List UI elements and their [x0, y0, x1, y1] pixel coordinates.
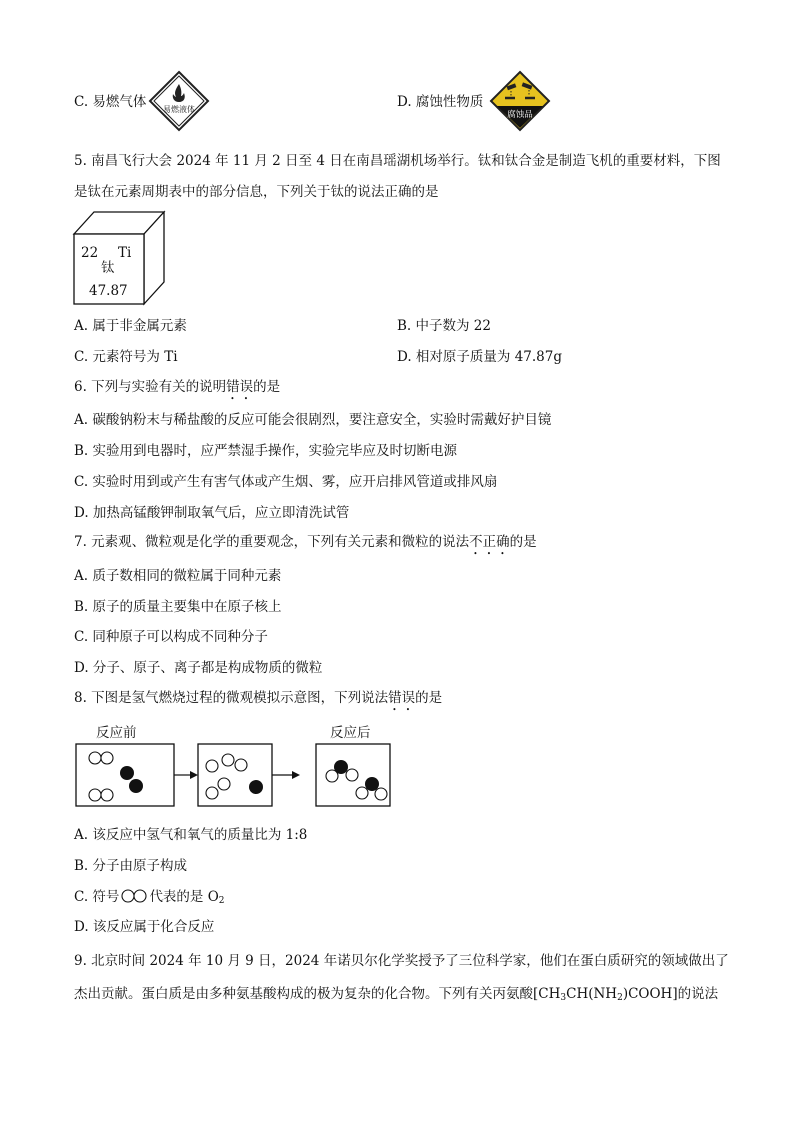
q7-stem: 7. 元素观、微粒观是化学的重要观念，下列有关元素和微粒的说法不正确的是 [74, 534, 537, 550]
q9-stem-line1: 9. 北京时间 2024 年 10 月 9 日，2024 年诺贝尔化学奖授予了三位科学家，他们在蛋白质研究的领域做出了 [74, 953, 729, 969]
q6-emphasis: 错误 [226, 379, 254, 395]
q6-option-d: D. 加热高锰酸钾制取氧气后，应立即清洗试管 [74, 505, 350, 521]
corrosive-sign-label: 腐蚀品 [507, 110, 533, 120]
q5-option-b: B. 中子数为 22 [397, 318, 491, 334]
q4-option-c: C. 易燃气体 [74, 94, 147, 110]
q4-option-d: D. 腐蚀性物质 [397, 94, 484, 110]
q8-option-b: B. 分子由原子构成 [74, 858, 188, 874]
flammable-sign-label: 易燃液体 [163, 105, 195, 114]
q5-stem-line1: 5. 南昌飞行大会 2024 年 11 月 2 日至 4 日在南昌瑶湖机场举行。钛和钛合金是制造飞机的重要材料，下图 [74, 153, 721, 169]
q8-option-d: D. 该反应属于化合反应 [74, 919, 215, 935]
q6-stem: 6. 下列与实验有关的说明错误的是 [74, 379, 281, 395]
q5-option-c: C. 元素符号为 Ti [74, 349, 178, 365]
label-after-reaction: 反应后 [330, 725, 371, 741]
element-atomic-mass: 47.87 [89, 283, 128, 299]
q6-option-a: A. 碳酸钠粉末与稀盐酸的反应可能会很剧烈，要注意安全，实验时需戴好护目镜 [74, 412, 552, 428]
corrosive-substance-sign-icon [489, 70, 551, 132]
element-atomic-number: 22 [81, 245, 99, 261]
q8-stem: 8. 下图是氢气燃烧过程的微观模拟示意图，下列说法错误的是 [74, 690, 443, 706]
q9-stem-line2: 杰出贡献。蛋白质是由多种氨基酸构成的极为复杂的化合物。下列有关丙氨酸$[CH_3CH(NH_2)COOH]$的说法 [74, 986, 719, 1003]
q7-option-c: C. 同种原子可以构成不同种分子 [74, 629, 268, 645]
q5-option-d: D. 相对原子质量为 47.87g [397, 349, 563, 365]
q8-emphasis: 错误 [388, 690, 416, 706]
q7-option-a: A. 质子数相同的微粒属于同种元素 [74, 568, 282, 584]
q7-emphasis: 不正确 [469, 534, 510, 550]
q8-option-c: C. 符号 代表的是 $O_2$ [74, 889, 225, 906]
oxygen-molecule-icon [120, 889, 148, 903]
q6-option-b: B. 实验用到电器时，应严禁湿手操作，实验完毕应及时切断电源 [74, 443, 458, 459]
hydrogen-combustion-diagram [70, 740, 400, 812]
q7-option-b: B. 原子的质量主要集中在原子核上 [74, 599, 282, 615]
flammable-liquid-sign-icon [148, 70, 210, 132]
label-before-reaction: 反应前 [96, 725, 137, 741]
element-symbol: Ti [118, 245, 132, 261]
q7-option-d: D. 分子、原子、离子都是构成物质的微粒 [74, 660, 323, 676]
q5-option-a: A. 属于非金属元素 [74, 318, 187, 334]
q5-stem-line2: 是钛在元素周期表中的部分信息，下列关于钛的说法正确的是 [74, 184, 439, 200]
element-name: 钛 [101, 260, 115, 276]
q8-option-a: A. 该反应中氢气和氧气的质量比为 1:8 [74, 827, 308, 843]
q6-option-c: C. 实验时用到或产生有害气体或产生烟、雾，应开启排风管道或排风扇 [74, 474, 498, 490]
